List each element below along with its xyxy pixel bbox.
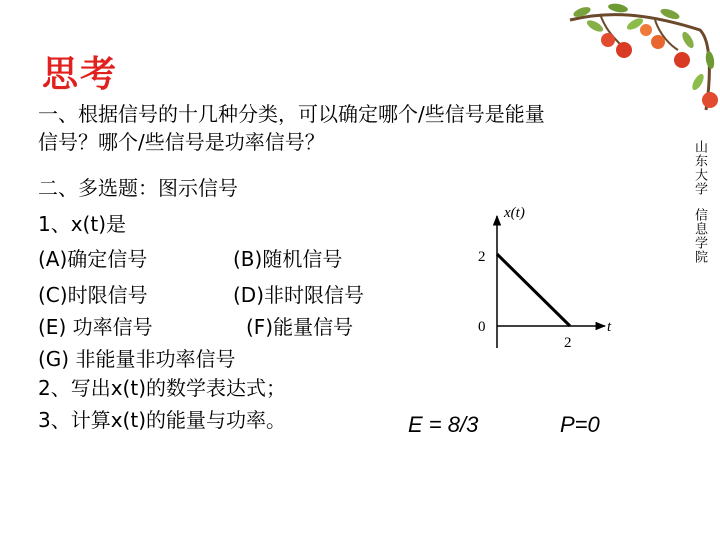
x-tick-label: 2	[564, 335, 572, 351]
y-tick-label: 2	[478, 249, 486, 265]
slide-title: 思考	[42, 53, 119, 95]
energy-answer: E = 8/3	[408, 412, 479, 437]
option-e: (E) 功率信号	[38, 315, 153, 339]
question-1-line-2: 信号？哪个/些信号是功率信号？	[38, 130, 325, 154]
option-a: (A)确定信号	[38, 247, 148, 271]
question-2-heading: 二、多选题：图示信号	[38, 176, 238, 200]
y-axis-label: x(t)	[504, 205, 525, 221]
x-axis-label: t	[607, 319, 612, 335]
item-1: 1、x(t)是	[38, 212, 127, 236]
option-c: (C)时限信号	[38, 283, 148, 307]
signal-line	[497, 254, 570, 326]
signal-graph	[460, 200, 630, 360]
question-1-line-1: 一、根据信号的十几种分类，可以确定哪个/些信号是能量	[38, 102, 545, 126]
logo-text-info-school: 信息学院	[692, 208, 707, 264]
option-g: (G) 非能量非功率信号	[38, 347, 236, 371]
power-answer: P=0	[560, 412, 600, 437]
option-b: (B)随机信号	[233, 247, 343, 271]
item-3: 3、计算x(t)的能量与功率。	[38, 408, 287, 432]
option-f: (F)能量信号	[246, 315, 354, 339]
option-d: (D)非时限信号	[233, 283, 365, 307]
logo-text-shandong-university: 山东大学	[692, 140, 707, 196]
apple-branch-decoration	[560, 0, 720, 120]
item-2: 2、写出x(t)的数学表达式；	[38, 376, 287, 400]
origin-label: 0	[478, 319, 486, 335]
